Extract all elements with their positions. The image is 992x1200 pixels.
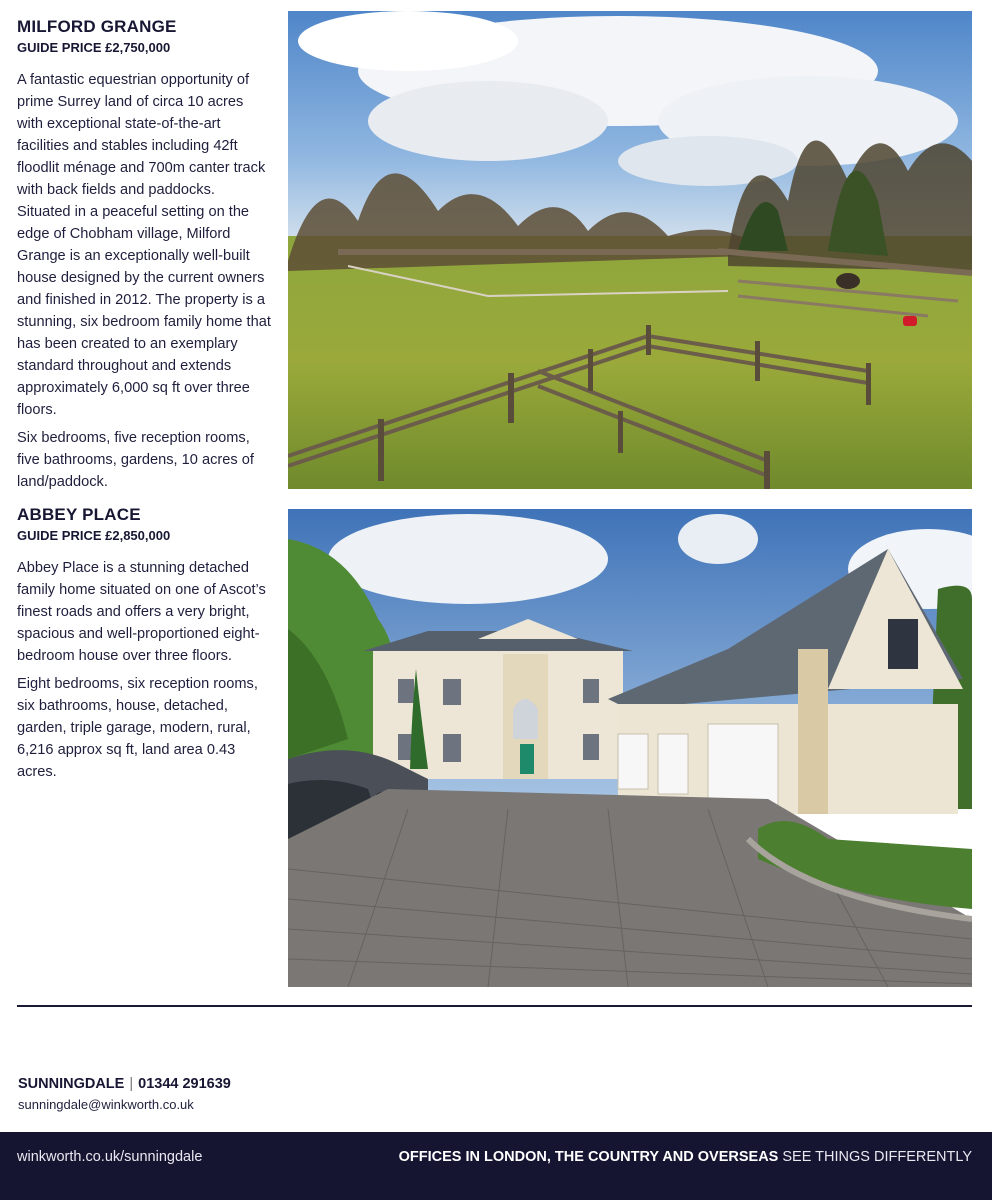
photo-milford-grange-paddocks xyxy=(288,11,972,489)
office-line xyxy=(18,1076,231,1092)
listing-features: Eight bedrooms, six reception rooms, six bathrooms, house, detached, garden, triple garage, modern, rural, 6,216 approx sq ft, land area 0.43 acres. xyxy=(17,676,258,780)
contact-separator: | xyxy=(129,1076,134,1092)
office-url[interactable]: winkworth.co.uk/sunningdale xyxy=(17,1149,203,1165)
listing-title: ABBEY PLACE xyxy=(17,505,141,524)
guide-price: GUIDE PRICE £2,850,000 xyxy=(17,528,171,543)
office-phone[interactable]: 01344 291639 xyxy=(138,1076,231,1092)
section-divider xyxy=(17,1005,972,1007)
footer-tagline xyxy=(399,1149,972,1165)
tagline-bold: OFFICES IN LONDON, THE COUNTRY AND OVERSEAS xyxy=(398,1149,779,1165)
listing-abbey-place xyxy=(17,505,272,783)
listing-description: A fantastic equestrian opportunity of prime Surrey land of circa 10 acres with exceptional state-of-the-art facilities and stables including 42ft floodlit ménage and 700m canter track with back fields and paddocks. Situated in a peaceful setting on the edge of Chobham village, Milford Grange is an exceptionally well-built house designed by the current owners and finished in 2012. The property is a stunning, six bedroom family home that has been created to an exemplary standard throughout and extends approximately 6,000 sq ft over three floors. xyxy=(17,72,271,418)
listing-title: MILFORD GRANGE xyxy=(17,17,177,36)
listing-description: Abbey Place is a stunning detached family home situated on one of Ascot’s finest roads and offers a very bright, spacious and well-proportioned eight-bedroom house over three floors. xyxy=(17,560,266,664)
office-name: SUNNINGDALE xyxy=(18,1076,125,1092)
tagline-light: SEE THINGS DIFFERENTLY xyxy=(782,1149,972,1165)
footer-bar xyxy=(0,1132,992,1200)
photo-abbey-place-house xyxy=(288,509,972,987)
listing-milford-grange xyxy=(17,17,272,493)
office-email[interactable]: sunningdale@winkworth.co.uk xyxy=(18,1097,194,1112)
guide-price: GUIDE PRICE £2,750,000 xyxy=(17,40,171,55)
office-contact xyxy=(18,1076,231,1112)
listing-features: Six bedrooms, five reception rooms, five bathrooms, gardens, 10 acres of land/paddock. xyxy=(17,430,254,490)
